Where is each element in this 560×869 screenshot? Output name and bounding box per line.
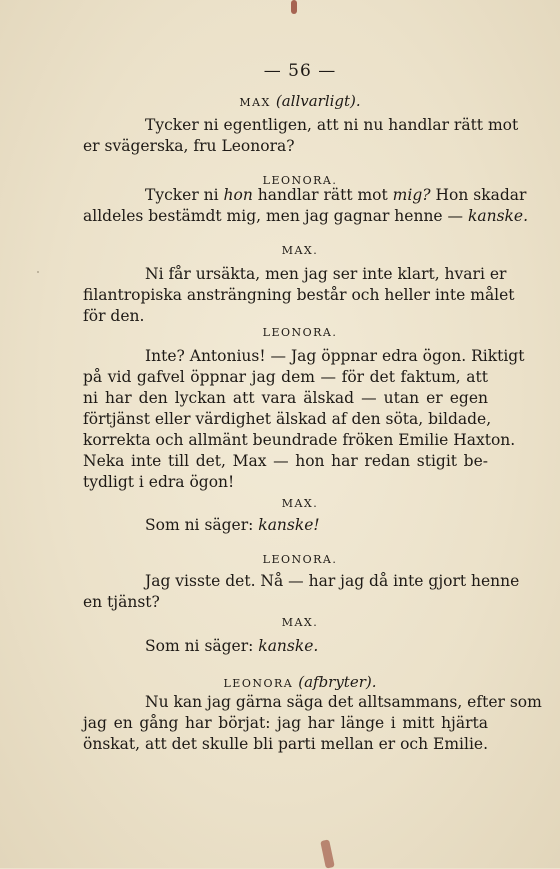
speaker-name — [0, 673, 560, 691]
text-line: Inte? Antonius! — Jag öppnar edra ögon. Riktigt — [145, 347, 525, 365]
speaker-name — [0, 92, 560, 110]
speaker-label: LEONORA. — [262, 326, 338, 339]
paper-speck — [37, 271, 39, 273]
text-line: er svägerska, fru Leonora? — [83, 137, 295, 155]
text-line: ni har den lyckan att vara älskad — utan er egen — [83, 389, 488, 407]
page-edge-mark-bottom — [320, 839, 335, 868]
speaker-name — [0, 244, 560, 257]
speaker-label: MAX. — [281, 244, 319, 257]
dialogue-paragraph — [83, 264, 515, 327]
text-line: för den. — [83, 307, 145, 325]
speaker-name — [0, 553, 560, 566]
dialogue-paragraph — [83, 515, 488, 536]
text-segment: Hon skadar — [430, 186, 527, 204]
text-segment: alldeles bestämdt mig, men jag gagnar henne — — [83, 207, 468, 225]
text-segment: Tycker ni — [145, 186, 224, 204]
text-segment: handlar rätt mot — [252, 186, 393, 204]
dialogue-paragraph — [83, 571, 520, 613]
speaker-label: MAX. — [281, 616, 319, 629]
text-line: Nu kan jag gärna säga det alltsammans, efter som — [145, 693, 542, 711]
text-line: Tycker ni egentligen, att ni nu handlar rätt mot — [145, 116, 519, 134]
text-segment: Som ni säger: — [145, 516, 259, 534]
speaker-name — [0, 326, 560, 339]
text-line — [83, 636, 488, 657]
speaker-label: LEONORA. — [262, 174, 338, 187]
text-line — [83, 515, 488, 536]
speaker-name — [0, 616, 560, 629]
text-line — [83, 206, 529, 227]
text-line — [83, 185, 527, 206]
text-line: tydligt i edra ögon! — [83, 473, 235, 491]
emphasized-word: mig? — [392, 186, 431, 204]
page-number: — 56 — — [263, 61, 337, 81]
text-line: korrekta och allmänt beundrade fröken Emilie Haxton. — [83, 431, 516, 449]
text-line: förtjänst eller värdighet älskad af den söta, bildade, — [83, 410, 492, 428]
text-line: önskat, att det skulle bli parti mellan er och Emilie. — [83, 735, 489, 753]
emphasized-word: kanske! — [258, 516, 320, 534]
text-line: Jag visste det. Nå — har jag då inte gjort henne — [145, 572, 520, 590]
emphasized-word: hon — [223, 186, 253, 204]
page-edge-mark-top — [291, 0, 297, 14]
stage-direction: (afbryter). — [298, 673, 377, 691]
speaker-label: LEONORA — [223, 677, 294, 690]
dialogue-paragraph — [83, 185, 529, 227]
text-line: Neka inte till det, Max — hon har redan stigit be- — [83, 452, 488, 470]
speaker-label: LEONORA. — [262, 553, 338, 566]
dialogue-paragraph — [83, 346, 525, 493]
speaker-label: MAX — [239, 96, 271, 109]
dialogue-paragraph — [83, 636, 488, 657]
text-line: Ni får ursäkta, men jag ser inte klart, hvari er — [145, 265, 507, 283]
stage-direction: (allvarligt). — [275, 92, 361, 110]
text-line: filantropiska ansträngning består och heller inte målet — [83, 286, 515, 304]
text-line: en tjänst? — [83, 593, 160, 611]
speaker-label: MAX. — [281, 497, 319, 510]
dialogue-paragraph — [83, 692, 542, 755]
text-segment: Som ni säger: — [145, 637, 259, 655]
emphasized-word: kanske. — [467, 207, 529, 225]
text-line: jag en gång har börjat: jag har länge i mitt hjärta — [83, 714, 488, 732]
emphasized-word: kanske. — [258, 637, 319, 655]
dialogue-paragraph — [83, 115, 519, 157]
text-line: på vid gafvel öppnar jag dem — för det faktum, att — [83, 368, 488, 386]
speaker-name — [0, 497, 560, 510]
